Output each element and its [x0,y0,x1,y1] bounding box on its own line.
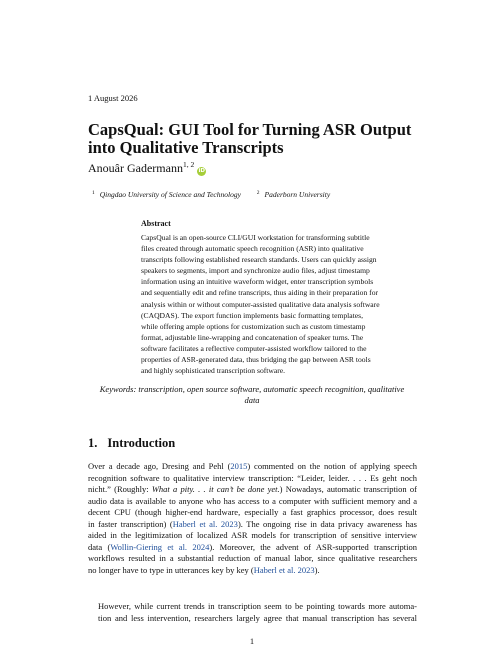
abstract-heading: Abstract [141,219,171,228]
p1-line: aided in the legitimization of localized ASR models for transcription of sensitive interview [88,530,417,541]
p1-line: nicht.” (Roughly: What a pity. . . it can’t be done yet.) Nowadays, automatic transcription of [88,484,417,495]
citation-link[interactable]: 2015 [230,461,248,471]
author-name: Anouâr Gadermann [88,161,183,175]
abstract-line: speakers to segments, import and synchronize audio files, adjust timestamp [141,266,370,276]
affiliations [92,190,330,199]
abstract-line: CapsQual is an open-source CLI/GUI workstation for transforming subtitle [141,233,370,242]
paragraph-1 [88,461,417,576]
abstract-line: analysis within or without computer-assisted qualitative data analysis software [141,299,380,309]
keywords-label: Keywords: [99,384,137,394]
keywords-text: transcription, open source software, automatic speech recognition, qualitative data [138,384,405,405]
section-title: Introduction [107,436,176,450]
p1-line: workflows resulted in a substantial reduction of manual labor, since qualitative researchers [88,553,417,564]
abstract-line: information using an intuitive waveform widget, enter transcription symbols [141,277,374,287]
affil-1-num: 1 [92,190,95,196]
affil-2-name: Paderborn University [264,190,331,199]
page-number: 1 [249,636,255,646]
abstract-body [141,232,380,376]
p1-line: no longer have to type in utterances key by key (Haberl et al. 2023). [88,564,320,575]
orcid-icon[interactable]: iD [198,168,205,174]
abstract-line: (CAQDAS). The export function implements basic formatting templates, [141,310,363,320]
p1-line: recognition software to qualitative interview transcription: “Leider, leider. . . . Es geht noch [88,472,417,483]
author-affil-marks: 1, 2 [182,160,195,169]
author-line [88,160,206,176]
keywords [92,384,412,406]
p1-line: Over a decade ago, Dresing and Pehl (2015) commented on the notion of applying speech [88,461,417,471]
section-heading [88,436,175,451]
affil-2-num: 2 [256,190,260,196]
p2-line: However, while current trends in transcription seem to be pointing towards more automa- [98,601,417,611]
abstract-line: and highly sophisticated transcription software. [141,366,286,376]
abstract-line: transcripts following established research standards. Users can quickly assign [141,255,377,265]
p2-line: tion and less intervention, researchers largely agree that manual transcription has several [98,612,417,623]
abstract-line: files created through automatic speech recognition (ASR) into qualitative [141,244,364,254]
p1-line: data (Wollin-Giering et al. 2024). Moreover, the advent of ASR-supported transcription [88,541,417,552]
citation-link[interactable]: Wollin-Giering et al. 2024 [110,541,210,552]
abstract-line: format, adjustable line-wrapping and concatenation of speaker turns. The [141,332,364,342]
abstract-line: properties of ASR-generated data, thus bridging the gap between ASR tools [141,355,371,365]
paragraph-2 [88,601,417,624]
citation-link[interactable]: Haberl et al. 2023 [253,564,315,575]
abstract-line: software facilitates a reflective computer-assisted workflow tailored to the [141,343,367,353]
p1-line: decent CPU (though higher-end hardware, especially a fast graphics processor, does result [88,507,417,518]
affil-1-name: Qingdao University of Science and Technology [99,190,241,199]
date-line: 1 August 2026 [88,93,138,103]
p1-line: audio data is available to anyone who has access to a computer with sufficient memory and a [88,495,417,506]
section-number: 1. [88,436,98,450]
paper-title: CapsQual: GUI Tool for Turning ASR Output into Qualitative Transcripts [88,120,412,157]
abstract-line: while offering ample options for customization such as custom timestamp [141,321,366,331]
p1-line: in faster transcription) (Haberl et al. 2023). The ongoing rise in data privacy awareness has [88,518,417,529]
citation-link[interactable]: Haberl et al. 2023 [172,518,238,529]
abstract-line: and sequentially edit and refine transcripts, thus aiding in their preparation for [141,288,379,298]
